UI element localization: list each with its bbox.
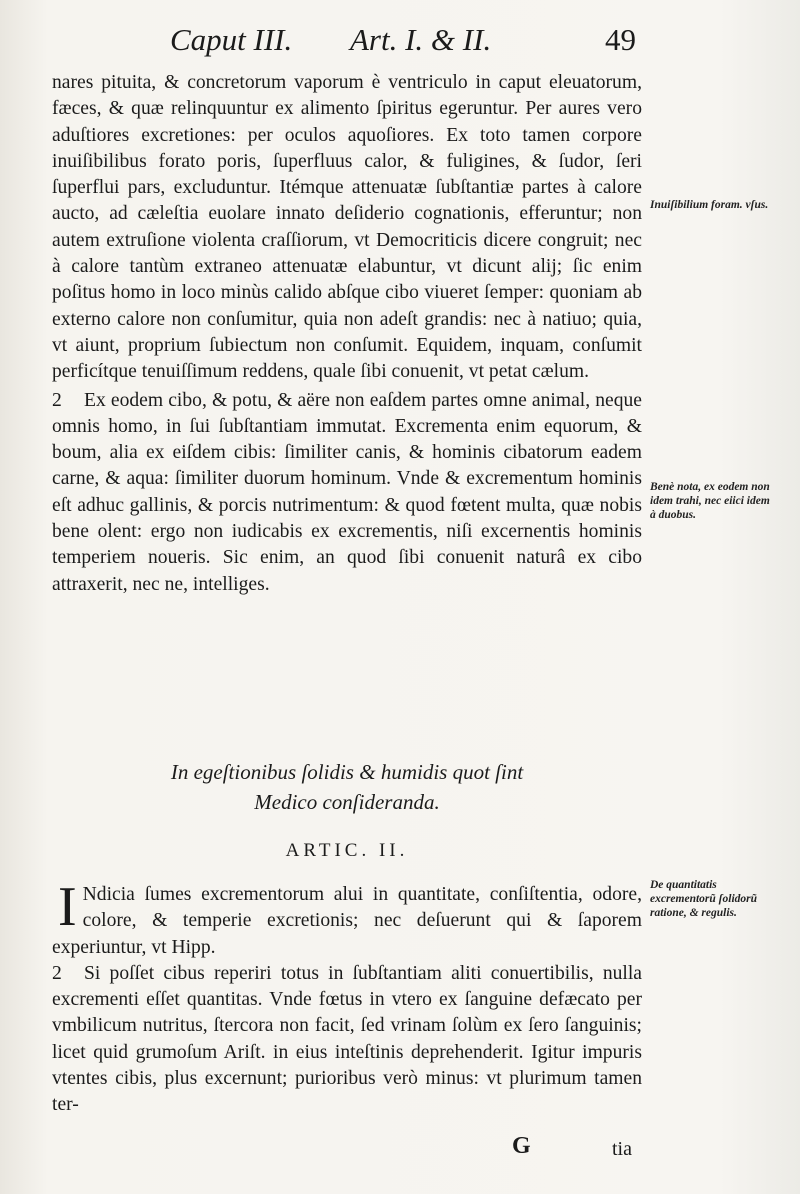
article-paragraph-2-text: Si poſſet cibus reperiri totus in ſubſtantiam aliti conuertibilis, nulla excrementi eſſet quantitas. Vnde fœtus in vtero ex ſanguine defæcato per vmbilicum nutritus, ſtercora non facit, ſed vrinam ſolùm ex ſero ſanguinis; licet quid grumoſum Ariſt. in eius inteſtinis deprehenderit. Igitur impuris vtentes cibis, plus excernunt; purioribus verò minus: vt plurimum tamen ter-	[52, 962, 642, 1116]
section-heading-line-2: Medico conſideranda.	[254, 790, 440, 814]
signature-mark: G	[512, 1133, 531, 1159]
article-paragraph-1-text: Ndicia ſumes excrementorum alui in quantitate, conſiſtentia, odore, colore, & temperie excretionis; nec deſuerunt qui & ſaporem experiuntur, vt Hipp.	[52, 884, 642, 958]
running-header	[160, 22, 660, 62]
paragraph-2-text: Ex eodem cibo, & potu, & aëre non eaſdem partes omne animal, neque omnis homo, in ſui ſubſtantiam immutat. Excrementa enim equorum, & boum, alia ex eiſdem cibis: ſimiliter canis, & hominis cibatorum eadem carne, & aqua: ſimiliter duorum hominum. Vnde & excrementum hominis eſt adhuc gallinis, & porcis nutrimentum: & quod fœtent multa, quæ nobis bene olent: ergo non iudicabis ex excrementis, niſi excernentis hominis temperiem noueris. Sic enim, an quod ſibi conuenit naturâ ex cibo attraxerit, nec ne, intelliges.	[52, 389, 642, 595]
article-paragraph-2	[52, 961, 642, 1119]
paragraph-number: 2	[52, 962, 62, 984]
section-heading	[52, 757, 642, 817]
running-head-article: Art. I. & II.	[350, 22, 492, 57]
article-text-block	[52, 876, 642, 1119]
page-number: 49	[605, 22, 636, 57]
article-label: ARTIC. II.	[285, 840, 409, 861]
paragraph-number: 2	[52, 389, 62, 411]
drop-cap: I	[58, 876, 77, 938]
paragraph-1: nares pituita, & concretorum vaporum è ventriculo in caput eleuatorum, fæces, & quæ relinquuntur ex alimento ſpiritus egeruntur. Per aures vero aduſtiores excretiones: per oculos aquoſiores. Ex toto tamen corpore inuiſibilibus forato poris, ſuperfluus calor, & fuligines, & ſudor, ſeri ſuperflui pars, excluduntur. Itémque attenuatæ ſubſtantiæ partes à calore aucto, ad cæleſtia euolare innato deſiderio cognationis, efferuntur; non autem extruſione violenta craſſiorum, vt Democriticis dicere congruit; nec à calore tantùm extraneo attenuatæ elabuntur, vt dicunt alij; ſic enim poſitus homo in loco minùs calido abſque cibo viueret ſemper: quoniam ab externo calore non conſumitur, quia non adeſt grandis: nec à natiuo; quia, vt aiunt, proprium ſubiectum non conſumit. Equidem, inquam, conſumit perficítque tenuiſſimum reddens, quale ſibi conuenit, vt petat cælum.	[52, 72, 642, 383]
margin-note-bene-nota: Benè nota, ex eodem non idem trahi, nec eiici idem à duobus.	[650, 481, 770, 521]
section-heading-line-1: In egeſtionibus ſolidis & humidis quot ſint	[170, 760, 524, 784]
margin-note-quantity: De quantitatis excrementorũ ſolidorũ ratione, & regulis.	[650, 879, 758, 919]
catchword: tia	[612, 1138, 632, 1160]
margin-note-invisible-pores: Inuiſibilium foram. vſus.	[650, 199, 769, 211]
running-head-chapter: Caput III.	[170, 22, 293, 57]
main-text-block	[52, 70, 642, 598]
article-paragraph-1	[52, 876, 642, 961]
paragraph-2	[52, 388, 642, 598]
